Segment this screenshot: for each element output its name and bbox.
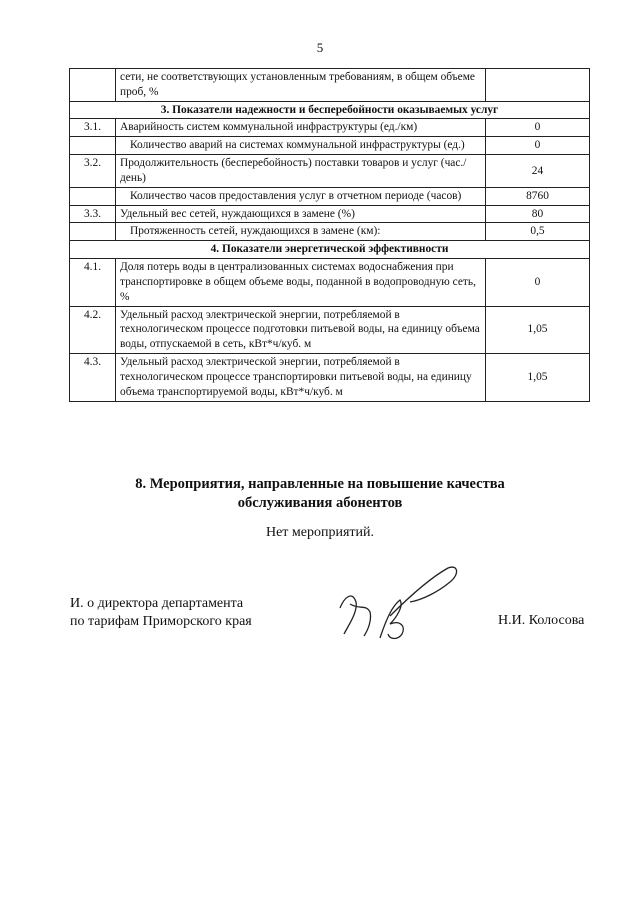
row-value: 80 <box>486 205 590 223</box>
row-indicator: Удельный расход электрической энергии, потребляемой в технологическом процессе подготовки питьевой воды, на единицу объема воды, отпускаемой в сеть, кВт*ч/куб. м <box>116 306 486 353</box>
table-row <box>70 306 590 353</box>
table-row <box>70 354 590 401</box>
row-number: 4.1. <box>70 259 116 306</box>
signatory-name: Н.И. Колосова <box>498 613 585 628</box>
row-indicator: Аварийность систем коммунальной инфраструктуры (ед./км) <box>116 119 486 137</box>
signatory-title-line2: по тарифам Приморского края <box>70 614 252 630</box>
signatory-title <box>70 595 252 631</box>
row-number: 4.3. <box>70 354 116 401</box>
row-indicator: Продолжительность (бесперебойность) поставки товаров и услуг (час./день) <box>116 155 486 188</box>
row-value: 0,5 <box>486 223 590 241</box>
table-section-row <box>70 101 590 119</box>
row-indicator: Протяженность сетей, нуждающихся в замене (км): <box>116 223 486 241</box>
row-indicator: Удельный вес сетей, нуждающихся в замене (%) <box>116 205 486 223</box>
row-indicator: Количество аварий на системах коммунальной инфраструктуры (ед.) <box>116 137 486 155</box>
row-value <box>486 69 590 102</box>
row-value: 0 <box>486 259 590 306</box>
table-row <box>70 119 590 137</box>
row-value: 1,05 <box>486 306 590 353</box>
section-8-heading <box>0 475 640 513</box>
indicators-table-body <box>70 69 590 402</box>
section-8-heading-line2: обслуживания абонентов <box>237 494 403 511</box>
row-number: 3.3. <box>70 205 116 223</box>
row-value: 8760 <box>486 187 590 205</box>
table-row <box>70 259 590 306</box>
table-section-row <box>70 241 590 259</box>
row-indicator: Удельный расход электрической энергии, потребляемой в технологическом процессе транспортировки питьевой воды, на единицу объема транспортируемой воды, кВт*ч/куб. м <box>116 354 486 401</box>
table-row <box>70 69 590 102</box>
row-number <box>70 223 116 241</box>
section-8-heading-line1: 8. Мероприятия, направленные на повышение качества <box>135 476 505 492</box>
row-number: 3.2. <box>70 155 116 188</box>
row-value: 0 <box>486 137 590 155</box>
row-value: 0 <box>486 119 590 137</box>
row-number: 4.2. <box>70 306 116 353</box>
handwritten-signature <box>330 560 470 650</box>
row-number: 3.1. <box>70 119 116 137</box>
table-row <box>70 223 590 241</box>
table-row <box>70 137 590 155</box>
row-indicator: Доля потерь воды в централизованных системах водоснабжения при транспортировке в общем объеме воды, поданной в водопроводную сеть, % <box>116 259 486 306</box>
row-number <box>70 69 116 102</box>
table-row <box>70 155 590 188</box>
indicators-table <box>69 68 590 402</box>
row-indicator: Количество часов предоставления услуг в отчетном периоде (часов) <box>116 187 486 205</box>
row-indicator: сети, не соответствующих установленным требованиям, в общем объеме проб, % <box>116 69 486 102</box>
table-row <box>70 205 590 223</box>
no-events-text: Нет мероприятий. <box>265 525 375 540</box>
section-title: 4. Показатели энергетической эффективности <box>70 241 590 259</box>
page-number: 5 <box>316 40 324 55</box>
row-value: 24 <box>486 155 590 188</box>
row-value: 1,05 <box>486 354 590 401</box>
table-row <box>70 187 590 205</box>
row-number <box>70 187 116 205</box>
signatory-title-line1: И. о директора департамента <box>70 596 244 611</box>
section-title: 3. Показатели надежности и бесперебойности оказываемых услуг <box>70 101 590 119</box>
row-number <box>70 137 116 155</box>
